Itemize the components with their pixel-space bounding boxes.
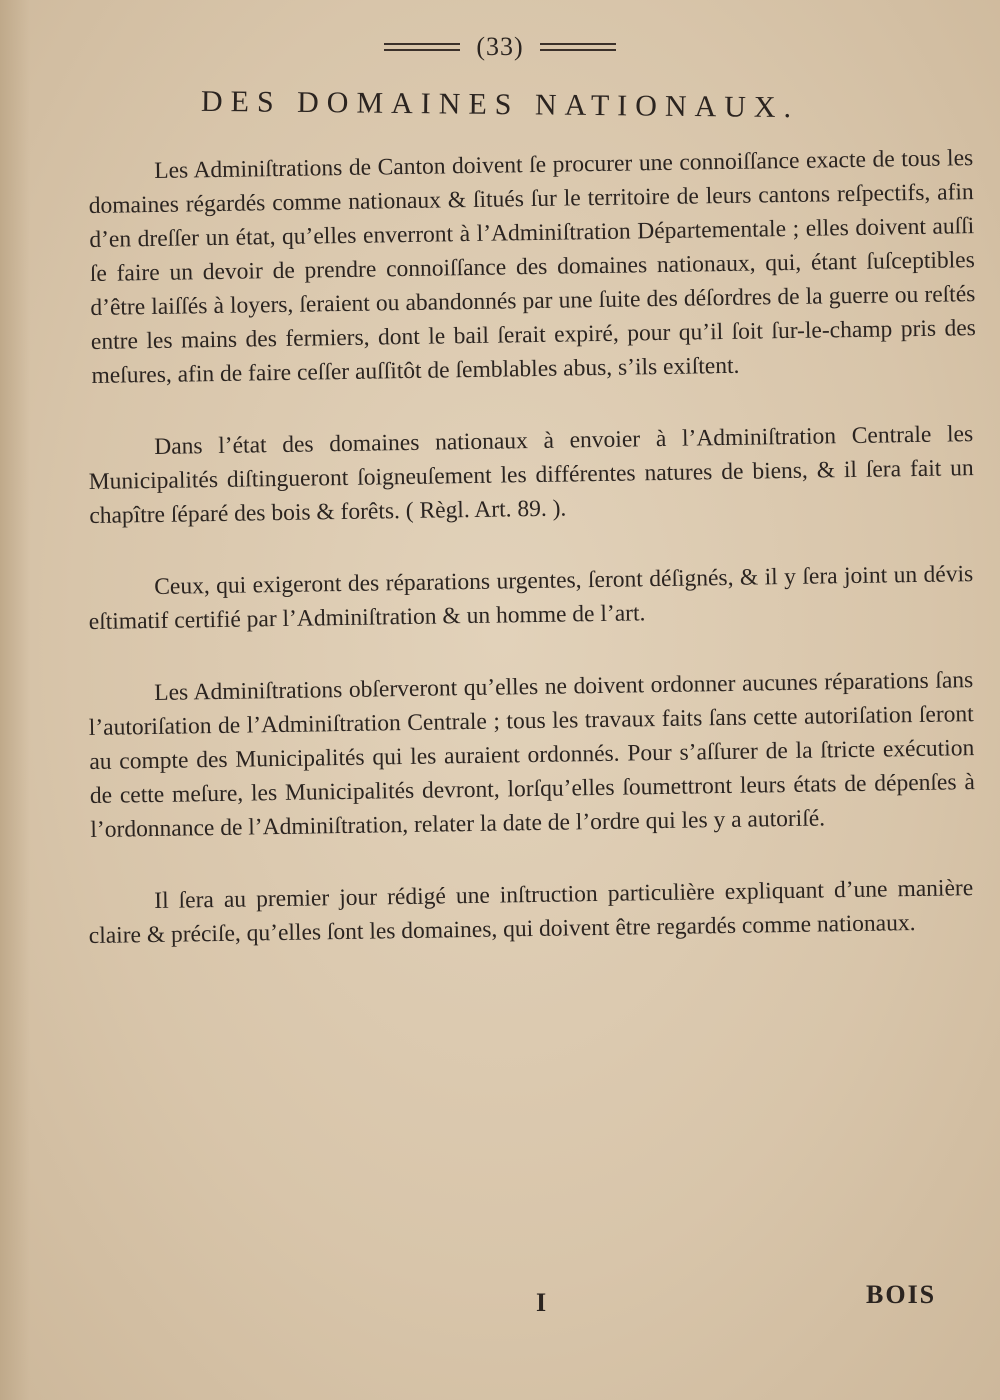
- paragraph-4: Les Adminiſtrations obſerveront qu’elles ne doivent ordonner aucunes réparations ſans l’autoriſation de l’Adminiſtration Centrale ; tous les travaux faits ſans cette autoriſation ſeront au compte des Municipalités qui les auraient ordonnés. Pour s’aſſurer de la ſtricte exécution de cette meſure, les Municipalités devront, lorſqu’elles ſoumettront leurs états de dépenſes à l’ordonnance de l’Adminiſtration, relater la date de l’ordre qui les y a autoriſé.: [88, 667, 975, 843]
- body-text: [88, 145, 977, 991]
- catchword: BOIS: [866, 1280, 937, 1309]
- right-ornament-rule: [540, 43, 616, 51]
- paragraph-5: Il ſera au premier jour rédigé une inſtruction particulière expliquant d’une manière claire & préciſe, qu’elles ſont les domaines, qui doivent être regardés comme nationaux.: [88, 875, 974, 949]
- page-footer: [0, 1280, 1000, 1320]
- paragraph-3: Ceux, qui exigeront des réparations urgentes, ſeront déſignés, & il y ſera joint un dévis eſtimatif certifié par l’Adminiſtration & un homme de l’art.: [88, 561, 974, 635]
- signature-mark: I: [536, 1288, 547, 1317]
- page-number: (33): [476, 32, 524, 61]
- left-ornament-rule: [384, 43, 460, 51]
- section-title: DES DOMAINES NATIONAUX.: [200, 84, 800, 125]
- page-header: [0, 30, 1000, 64]
- paragraph-1: Les Adminiſtrations de Canton doivent ſe procurer une connoiſſance exacte de tous les domaines régardés comme nationaux & ſitués ſur le territoire de leurs cantons reſpectifs, afin d’en dreſſer un état, qu’elles enverront à l’Adminiſtration Départementale ; elles doivent auſſi ſe faire un devoir de prendre connoiſſance des domaines nationaux, qui, étant ſuſceptibles d’être laiſſés à loyers, ſeraient ou abandonnés par une ſuite des déſordres de la guerre ou reſtés entre les mains des fermiers, dont le bail ſerait expiré, pour qu’il ſoit ſur-le-champ pris des meſures, afin de faire ceſſer auſſitôt de ſemblables abus, s’ils exiſtent.: [88, 145, 977, 389]
- paragraph-2: Dans l’état des domaines nationaux à envoier à l’Adminiſtration Centrale les Municipalités diſtingueront ſoigneuſement les différentes natures de biens, & il ſera fait un chapître ſéparé des bois & forêts. ( Règl. Art. 89. ).: [88, 421, 974, 529]
